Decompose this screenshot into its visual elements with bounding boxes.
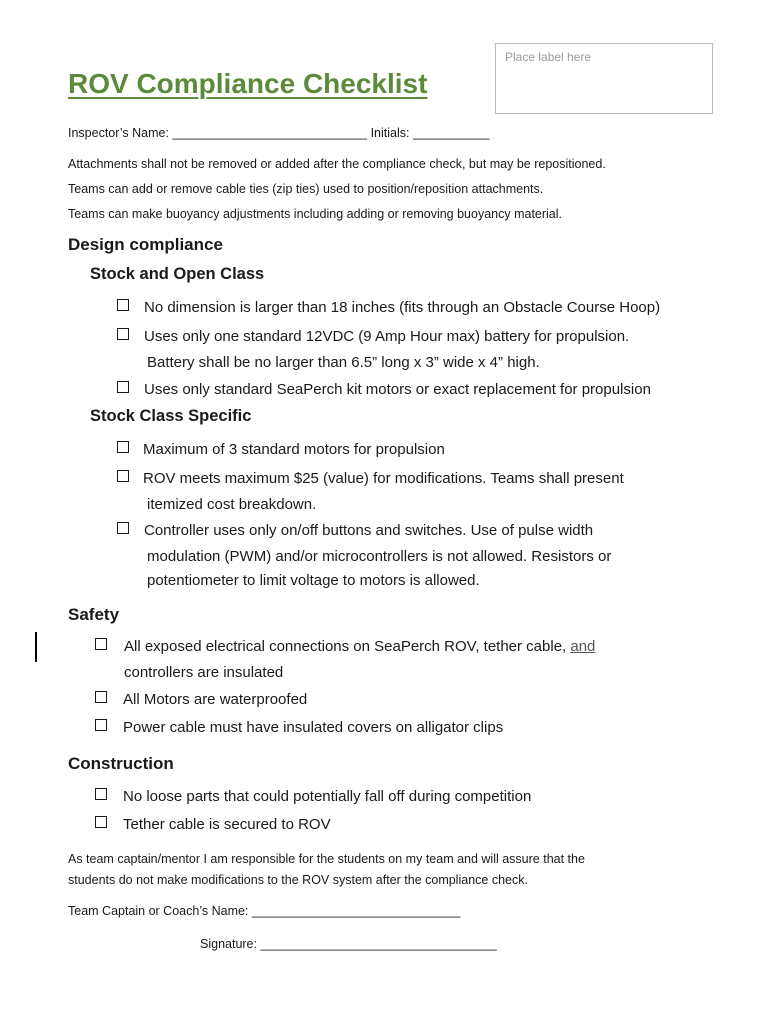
checkbox-max-motors[interactable] (117, 441, 129, 453)
item-tether: Tether cable is secured to ROV (123, 816, 331, 833)
checkbox-loose-parts[interactable] (95, 788, 107, 800)
item-insulated-cont: controllers are insulated (124, 664, 284, 681)
signature-line[interactable]: Signature: __________________________________ (200, 937, 497, 951)
safety-heading: Safety (68, 605, 120, 624)
intro-line-3: Teams can make buoyancy adjustments including adding or removing buoyancy material. (68, 207, 563, 221)
checkbox-dimension[interactable] (117, 299, 129, 311)
stock-open-heading: Stock and Open Class (90, 265, 265, 283)
item-waterproof: All Motors are waterproofed (123, 691, 308, 708)
item-motors: Uses only standard SeaPerch kit motors or exact replacement for propulsion (144, 381, 651, 398)
item-insulated-text: All exposed electrical connections on SeaPerch ROV, tether cable, (124, 638, 567, 655)
checkbox-battery[interactable] (117, 328, 129, 340)
item-loose-parts: No loose parts that could potentially fall off during competition (123, 788, 532, 805)
captain-name-line[interactable]: Team Captain or Coach’s Name: ______________________________ (68, 904, 461, 918)
text-cursor (35, 632, 37, 662)
item-max-motors: Maximum of 3 standard motors for propulsion (143, 441, 445, 458)
label-placeholder-box (495, 43, 713, 114)
item-controller: Controller uses only on/off buttons and switches. Use of pulse width (144, 522, 594, 539)
checkbox-waterproof[interactable] (95, 691, 107, 703)
intro-line-1: Attachments shall not be removed or added after the compliance check, but may be repositioned. (68, 157, 606, 171)
label-placeholder-text: Place label here (505, 50, 592, 64)
item-dimension: No dimension is larger than 18 inches (fits through an Obstacle Course Hoop) (144, 299, 661, 316)
item-controller-cont-2: potentiometer to limit voltage to motors is allowed. (147, 572, 480, 589)
item-alligator: Power cable must have insulated covers on alligator clips (123, 719, 504, 736)
page-title: ROV Compliance Checklist (68, 68, 428, 99)
item-cost: ROV meets maximum $25 (value) for modifications. Teams shall present (143, 470, 624, 487)
design-compliance-heading: Design compliance (68, 235, 223, 254)
item-controller-cont-1: modulation (PWM) and/or microcontrollers is not allowed. Resistors or (147, 548, 612, 565)
statement-line-2: students do not make modifications to the ROV system after the compliance check. (68, 873, 528, 887)
item-battery: Uses only one standard 12VDC (9 Amp Hour max) battery for propulsion. (144, 328, 630, 345)
checkbox-motors[interactable] (117, 381, 129, 393)
and-link[interactable]: and (570, 638, 596, 655)
statement-line-1: As team captain/mentor I am responsible for the students on my team and will assure that the (68, 852, 585, 866)
checkbox-controller[interactable] (117, 522, 129, 534)
checkbox-alligator[interactable] (95, 719, 107, 731)
item-insulated (124, 638, 595, 655)
item-cost-cont: itemized cost breakdown. (147, 496, 317, 513)
construction-heading: Construction (68, 754, 174, 773)
inspector-line[interactable]: Inspector’s Name: ____________________________ Initials: ___________ (68, 126, 490, 140)
item-battery-size: Battery shall be no larger than 6.5” long x 3” wide x 4” high. (147, 354, 540, 371)
checkbox-tether[interactable] (95, 816, 107, 828)
checkbox-cost[interactable] (117, 470, 129, 482)
stock-specific-heading: Stock Class Specific (90, 407, 252, 425)
intro-line-2: Teams can add or remove cable ties (zip ties) used to position/reposition attachments. (68, 182, 544, 196)
checkbox-insulated[interactable] (95, 638, 107, 650)
